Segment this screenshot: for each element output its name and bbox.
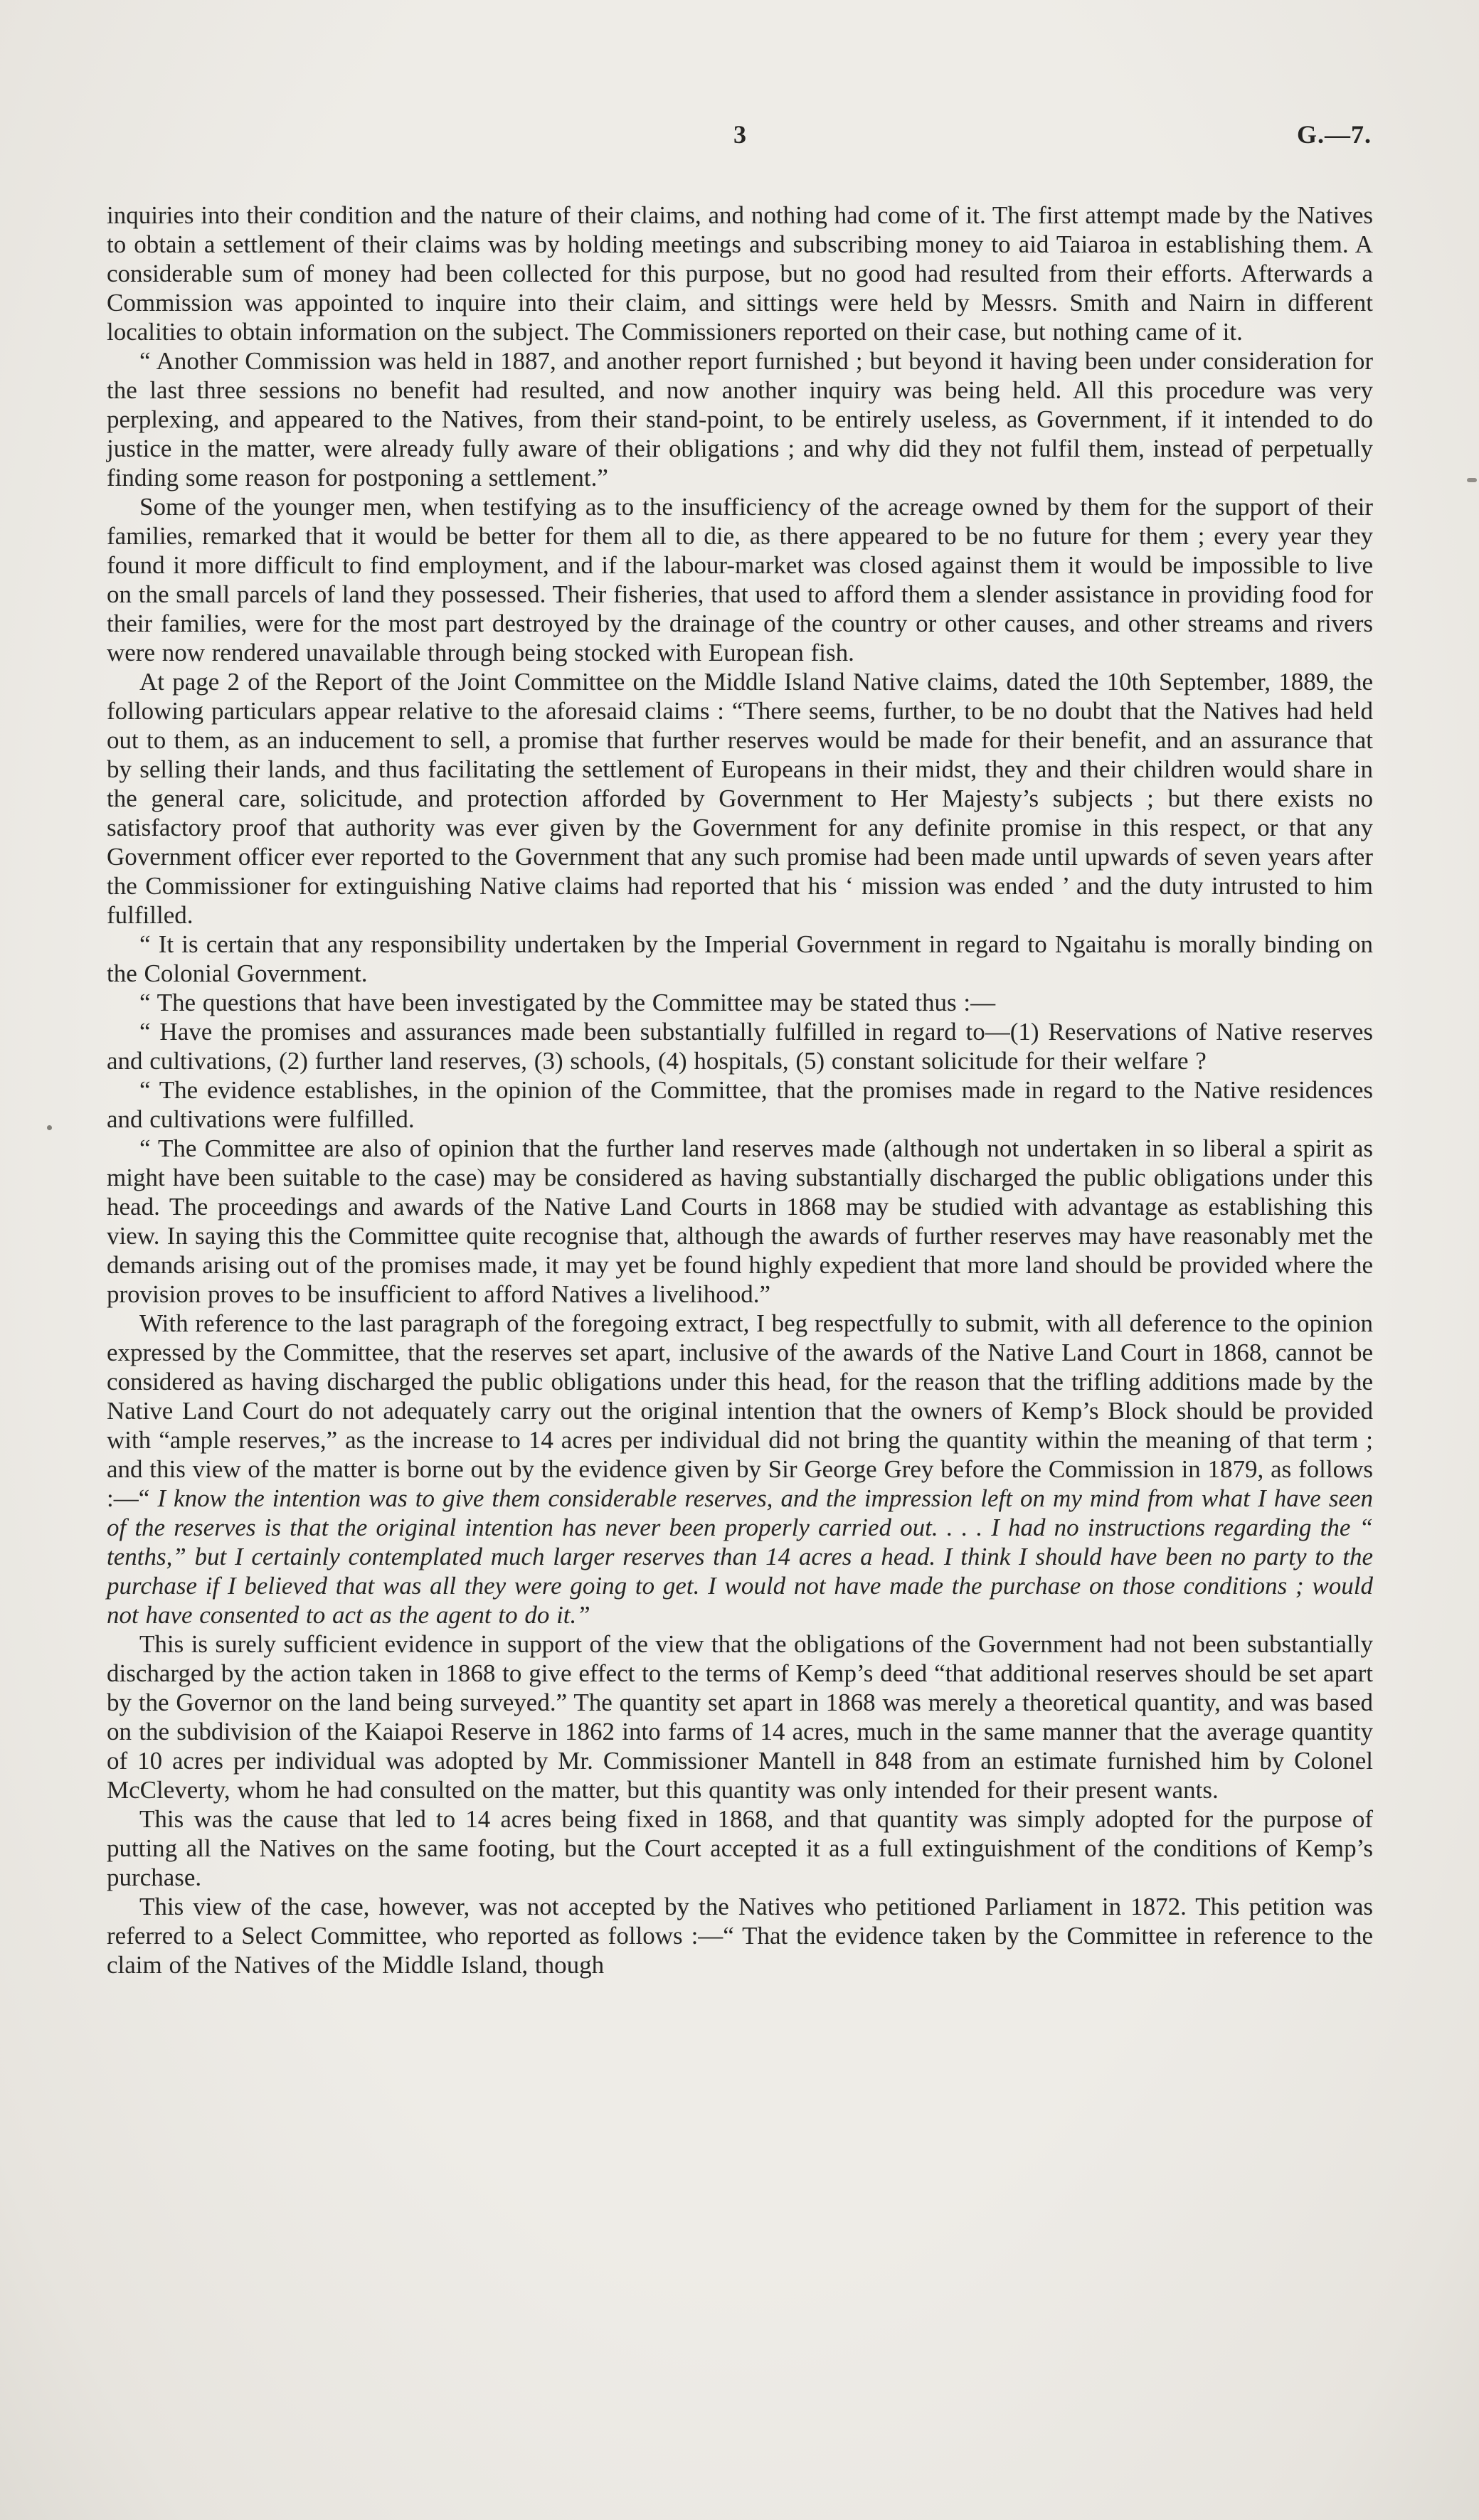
scan-speck (1467, 478, 1477, 482)
paragraph-text: “ The questions that have been investigated by the Committee may be stated thus :— (139, 989, 996, 1016)
paragraph (107, 1892, 1373, 1979)
paragraph-text: This view of the case, however, was not accepted by the Natives who petitioned Parliament in 1872. This petition was referred to a Select Committee, who reported as follows :—“ That the evidence taken by the Committee in reference to the claim of the Natives of the Middle Island, though (107, 1893, 1373, 1979)
paragraph (107, 1134, 1373, 1309)
paragraph (107, 346, 1373, 492)
paragraph-text: This is surely sufficient evidence in support of the view that the obligations of the Government had not been substantially discharged by the action taken in 1868 to give effect to the terms of Kemp’s deed “that additional reserves should be set apart by the Governor on the land being surveyed.” The quantity set apart in 1868 was merely a theoretical quantity, and was based on the subdivision of the Kaiapoi Reserve in 1862 into farms of 14 acres, much in the same manner that the average quantity of 10 acres per individual was adopted by Mr. Commissioner Mantell in 848 from an estimate furnished him by Colonel McCleverty, whom he had consulted on the matter, but this quantity was only intended for their present wants. (107, 1630, 1373, 1804)
paragraph-text: With reference to the last paragraph of the foregoing extract, I beg respectfully to submit, with all deference to the opinion expressed by the Committee, that the reserves set apart, inclusive of the awards of the Native Land Court in 1868, cannot be considered as having discharged the public obligations under this head, for the reason that the trifling additions made by the Native Land Court do not adequately carry out the original intention that the owners of Kemp’s Block should be provided with “ample reserves,” as the increase to 14 acres per individual did not bring the quantity within the meaning of that term ; and this view of the matter is borne out by the evidence given by Sir George Grey before the Commission in 1879, as follows :—“ (107, 1309, 1373, 1512)
paragraph (107, 988, 1373, 1017)
paragraph (107, 492, 1373, 667)
paragraph-text: “ Have the promises and assurances made been substantially fulfilled in regard to—(1) Reservations of Native reserves and cultivations, (2) further land reserves, (3) schools, (4) hospitals, (5) constant solicitude for their welfare ? (107, 1018, 1373, 1075)
paragraph (107, 1017, 1373, 1075)
paragraph-text: “ The Committee are also of opinion that the further land reserves made (although not undertaken in so liberal a spirit as might have been suitable to the case) may be considered as having substantially discharged the public obligations under this head. The proceedings and awards of the Native Land Courts in 1868 may be studied with advantage as establishing this view. In saying this the Committee quite recognise that, although the awards of further reserves may have reasonably met the demands arising out of the promises made, it may yet be found highly expedient that more land should be provided where the provision proves to be insufficient to afford Natives a livelihood.” (107, 1134, 1373, 1308)
italic-quote: I know the intention was to give them considerable reserves, and the impression left on my mind from what I have seen of the reserves is that the original intention has never been properly carried out. . . . I had no instructions regarding the “ tenths,” but I certainly contemplated much larger reserves than 14 acres a head. I think I should have been no party to the purchase if I believed that was all they were going to get. I would not have made the purchase on those conditions ; would not have consented to act as the agent to do it.” (107, 1484, 1374, 1629)
body-text (107, 201, 1373, 1979)
page-header (107, 119, 1373, 154)
paragraph-text: “ The evidence establishes, in the opinion of the Committee, that the promises made in regard to the Native residences and cultivations were fulfilled. (107, 1076, 1373, 1133)
scan-speck (47, 1125, 52, 1130)
page-number: 3 (733, 120, 746, 149)
paragraph (107, 667, 1373, 930)
paragraph (107, 1630, 1373, 1804)
paragraph-text: This was the cause that led to 14 acres being fixed in 1868, and that quantity was simply adopted for the purpose of putting all the Natives on the same footing, but the Court accepted it as a full extinguishment of the conditions of Kemp’s purchase. (107, 1805, 1373, 1891)
paragraph (107, 1804, 1373, 1892)
paragraph (107, 1075, 1373, 1134)
paragraph (107, 930, 1373, 988)
paragraph-text: inquiries into their condition and the nature of their claims, and nothing had come of it. The first attempt made by the Natives to obtain a settlement of their claims was by holding meetings and subscribing money to aid Taiaroa in establishing them. A considerable sum of money had been collected for this purpose, but no good had resulted from their efforts. Afterwards a Commission was appointed to inquire into their claim, and sittings were held by Messrs. Smith and Nairn in different localities to obtain information on the subject. The Commissioners reported on their case, but nothing came of it. (107, 201, 1373, 346)
paragraph (107, 201, 1373, 346)
paragraph-text: “ It is certain that any responsibility undertaken by the Imperial Government in regard to Ngaitahu is morally binding on the Colonial Government. (107, 930, 1373, 987)
paragraph-text: “ Another Commission was held in 1887, and another report furnished ; but beyond it having been under consideration for the last three sessions no benefit had resulted, and now another inquiry was being held. All this procedure was very perplexing, and appeared to the Natives, from their stand-point, to be entirely useless, as Government, if it intended to do justice in the matter, were already fully aware of their obligations ; and why did they not fulfil them, instead of perpetually finding some reason for postponing a settlement.” (107, 347, 1373, 491)
page-content (107, 119, 1373, 1979)
paragraph-text: Some of the younger men, when testifying as to the insufficiency of the acreage owned by them for the support of their families, remarked that it would be better for them all to die, as there appeared to be no future for them ; every year they found it more difficult to find employment, and if the labour-market was closed against them it would be impossible to live on the small parcels of land they possessed. Their fisheries, that used to afford them a slender assistance in providing food for their families, were for the most part destroyed by the drainage of the country or other causes, and other streams and rivers were now rendered unavailable through being stocked with European fish. (107, 493, 1373, 666)
paragraph-text: At page 2 of the Report of the Joint Committee on the Middle Island Native claims, dated the 10th September, 1889, the following particulars appear relative to the aforesaid claims : “There seems, further, to be no doubt that the Natives had held out to them, as an inducement to sell, a promise that further reserves would be made for their benefit, and an assurance that by selling their lands, and thus facilitating the settlement of Europeans in their midst, they and their children would share in the general care, solicitude, and protection afforded by Government to Her Majesty’s subjects ; but there exists no satisfactory proof that authority was ever given by the Government for any definite promise in this respect, or that any Government officer ever reported to the Government that any such promise had been made until upwards of seven years after the Commissioner for extinguishing Native claims had reported that his ‘ mission was ended ’ and the duty intrusted to him fulfilled. (107, 668, 1373, 929)
doc-reference: G.—7. (1296, 120, 1372, 149)
paragraph (107, 1309, 1373, 1630)
